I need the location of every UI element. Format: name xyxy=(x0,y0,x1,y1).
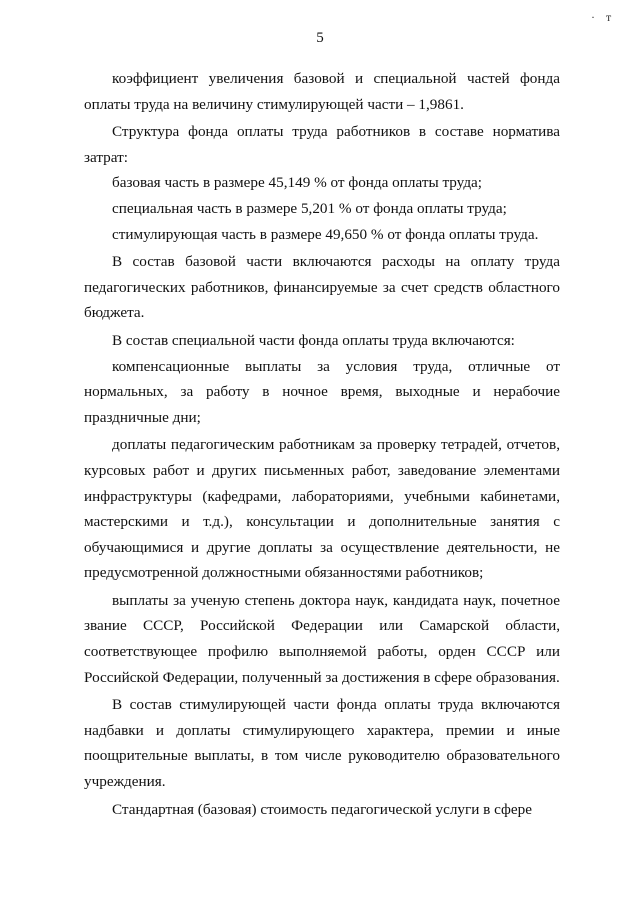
corner-mark: · т xyxy=(591,10,616,24)
paragraph-base-share: базовая часть в размере 45,149 % от фонда оплаты труда; xyxy=(112,174,483,192)
page-number: 5 xyxy=(316,30,324,46)
paragraph-degree-payments: выплаты за ученую степень доктора наук, кандидата наук, почетное звание СССР, Российской Федерации или Самарской области, соответствующее профилю выполняемой работы, орден СССР или Российской Федерации, полученный за достижения в сфере образования. xyxy=(84,591,560,686)
paragraph-special-share: специальная часть в размере 5,201 % от фонда оплаты труда; xyxy=(112,199,507,217)
paragraph-compensation-payments: компенсационные выплаты за условия труда, отличные от нормальных, за работу в ночное время, выходные и нерабочие праздничные дни; xyxy=(84,357,560,426)
paragraph-fund-structure: Структура фонда оплаты труда работников в составе норматива затрат: xyxy=(84,123,560,166)
paragraph-additional-payments: доплаты педагогическим работникам за проверку тетрадей, отчетов, курсовых работ и других письменных работ, заведование элементами инфраструктуры (кафедрами, лабораториями, учебными кабинетами, мастерскими и т.д.), консультации и дополнительные занятия с обучающимися и другие доплаты за осуществление деятельности, не предусмотренной должностными обязанностями работников; xyxy=(84,436,560,582)
paragraph-incentive-part: В состав стимулирующей части фонда оплаты труда включаются надбавки и доплаты стимулирующего характера, премии и иные поощрительные выплаты, в том числе руководителю образовательного учреждения. xyxy=(84,696,560,791)
paragraph-incentive-share: стимулирующая часть в размере 49,650 % от фонда оплаты труда. xyxy=(112,225,539,243)
paragraph-special-part-intro: В состав специальной части фонда оплаты труда включаются: xyxy=(112,331,515,349)
document-body xyxy=(84,66,560,822)
paragraph-base-part: В состав базовой части включаются расходы на оплату труда педагогических работников, финансируемые за счет средств областного бюджета. xyxy=(84,253,560,322)
paragraph-standard-cost: Стандартная (базовая) стоимость педагогической услуги в сфере xyxy=(112,800,532,818)
paragraph-coefficient: коэффициент увеличения базовой и специальной частей фонда оплаты труда на величину стимулирующей части – 1,9861. xyxy=(84,70,560,113)
